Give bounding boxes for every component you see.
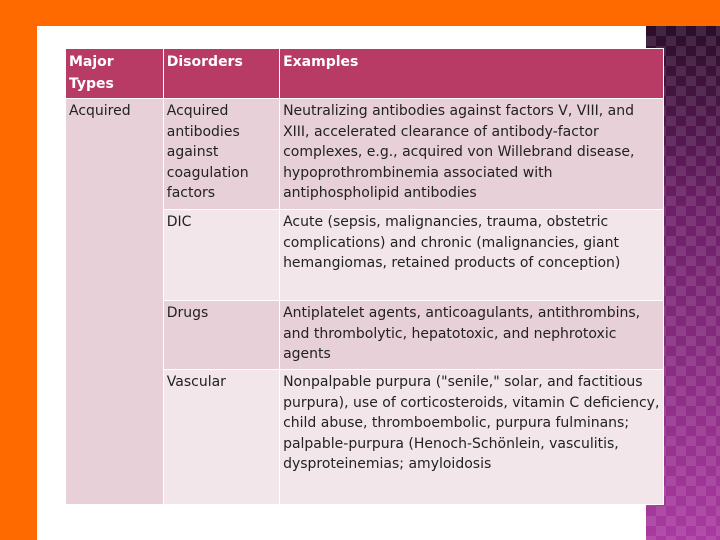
major-type-cell: Acquired [66, 99, 164, 505]
examples-cell: Nonpalpable purpura ("senile," solar, and factitious purpura), use of corticosteroids, vitamin C deficiency, child abuse, thromboembolic, purpura fulminans; palpable-purpura (Henoch-Schönlein, vasculitis, dysproteinemias; amyloidosis [280, 370, 664, 505]
table-row [66, 99, 664, 210]
table-header-row [66, 49, 664, 99]
header-examples: Examples [280, 49, 664, 99]
disorder-cell: Drugs [163, 301, 279, 370]
disorder-cell: DIC [163, 210, 279, 301]
examples-cell: Antiplatelet agents, anticoagulants, antithrombins, and thrombolytic, hepatotoxic, and nephrotoxic agents [280, 301, 664, 370]
disorder-cell: Vascular [163, 370, 279, 505]
examples-cell: Acute (sepsis, malignancies, trauma, obstetric complications) and chronic (malignancies, giant hemangiomas, retained products of conception) [280, 210, 664, 301]
left-accent-bar [0, 0, 37, 540]
examples-cell: Neutralizing antibodies against factors V, VIII, and XIII, accelerated clearance of antibody-factor complexes, e.g., acquired von Willebrand disease, hypoprothrombinemia associated with antiphospholipid antibodies [280, 99, 664, 210]
header-major-types: Major Types [66, 49, 164, 99]
bleeding-disorders-table [65, 48, 664, 505]
header-disorders: Disorders [163, 49, 279, 99]
disorder-cell: Acquired antibodies against coagulation factors [163, 99, 279, 210]
top-accent-bar [0, 0, 720, 26]
